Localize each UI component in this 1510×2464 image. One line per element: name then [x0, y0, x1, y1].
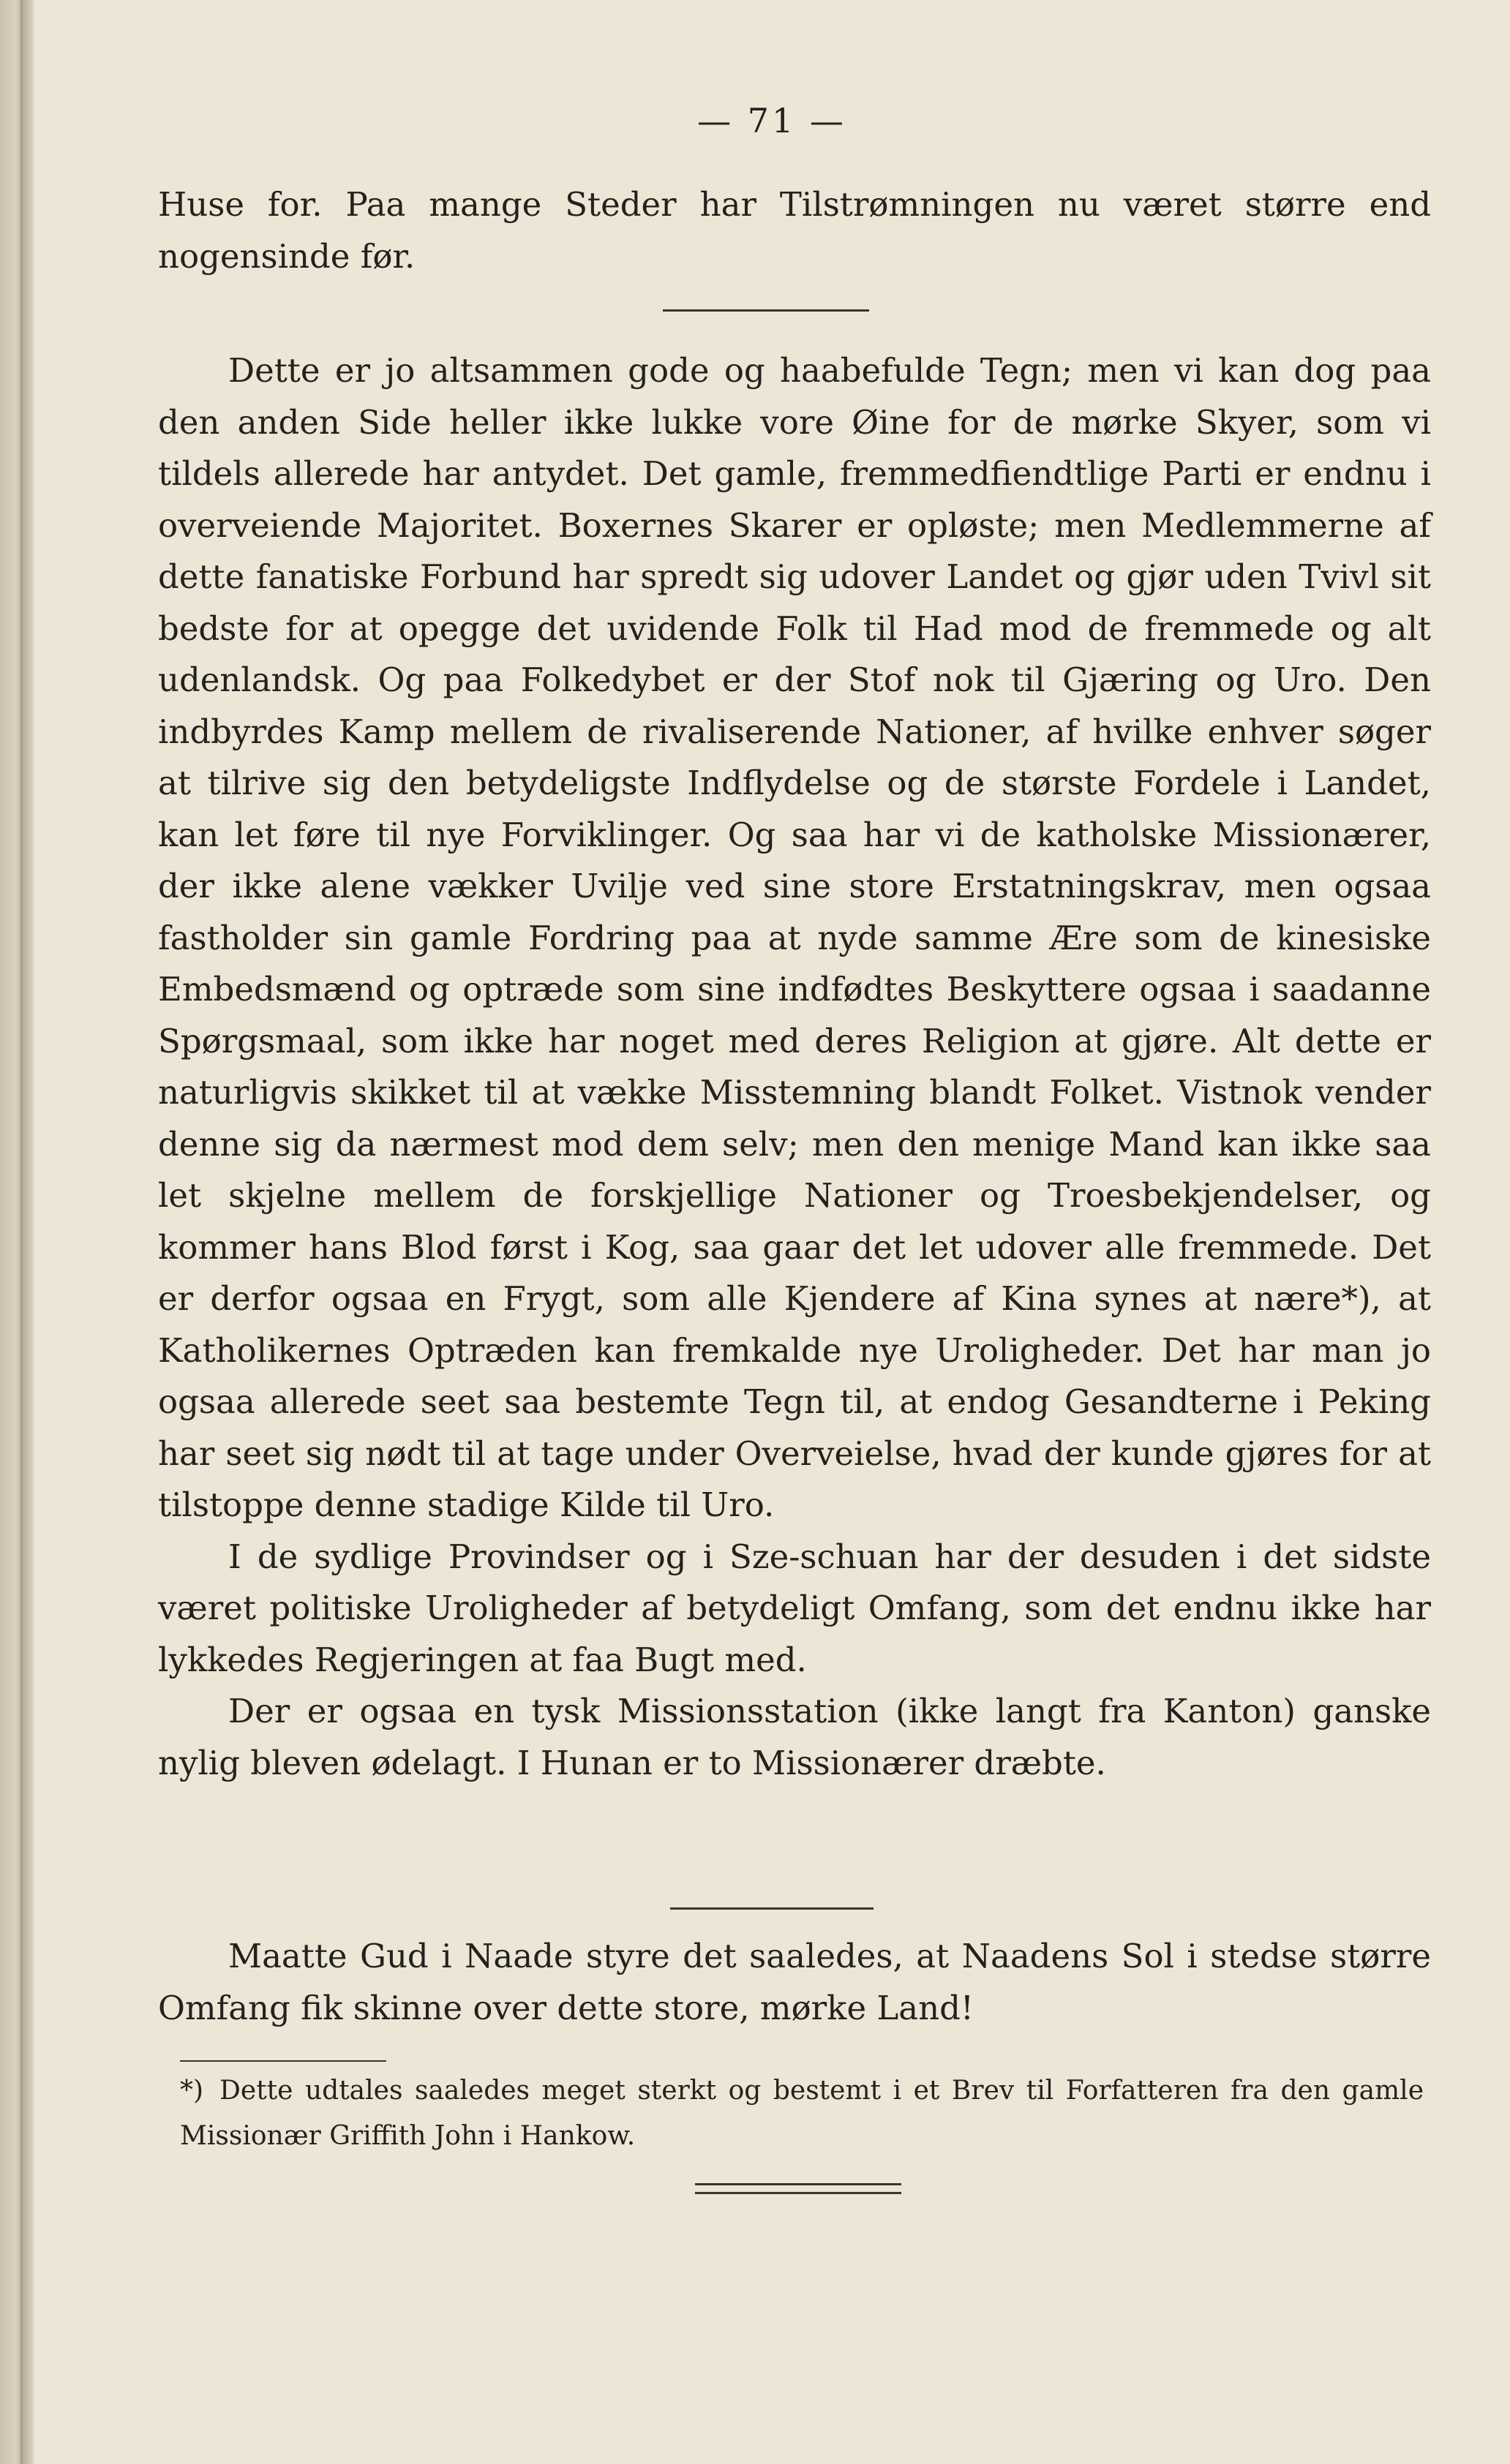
end-rule-top — [695, 2183, 901, 2185]
section-divider-2 — [670, 1907, 874, 1910]
footnote-paragraph — [180, 2068, 1424, 2159]
footnote-text: Dette udtales saaledes meget sterkt og bestemt i et Brev til Forfatteren fra den gamle Missionær Griffith John i Hankow. — [180, 2076, 1424, 2151]
book-spine — [0, 0, 34, 2464]
paragraph-signs: Dette er jo altsammen gode og haabefulde Tegn; men vi kan dog paa den anden Side heller ikke lukke vore Øine for de mørke Skyer, som vi tildels allerede har antydet. Det gamle, fremmedfiendtlige Parti er endnu i overveiende Majoritet. Boxernes Skarer er opløste; men Medlemmerne af dette fanatiske Forbund har spredt sig udover Landet og gjør uden Tvivl sit bedste for at opegge det uvidende Folk til Had mod de fremmede og alt udenlandsk. Og paa Folkedybet er der Stof nok til Gjæring og Uro. Den indbyrdes Kamp mellem de rivaliserende Nationer, af hvilke enhver søger at tilrive sig den betydeligste Indflydelse og de største Fordele i Landet, kan let føre til nye Forviklinger. Og saa har vi de katholske Missionærer, der ikke alene vækker Uvilje ved sine store Erstatningskrav, men ogsaa fastholder sin gamle Fordring paa at nyde samme Ære som de kinesiske Embedsmænd og optræde som sine indfødtes Beskyttere ogsaa i saadanne Spørgsmaal, som ikke har noget med deres Religion at gjøre. Alt dette er naturligvis skikket til at vække Misstemning blandt Folket. Vistnok vender denne sig da nærmest mod dem selv; men den menige Mand kan ikke saa let skjelne mellem de forskjellige Nationer og Troesbekjendelser, og kommer hans Blod først i Kog, saa gaar det let udover alle fremmede. Det er derfor ogsaa en Frygt, som alle Kjendere af Kina synes at nære*), at Katholikernes Optræden kan fremkalde nye Uroligheder. Det har man jo ogsaa allerede seet saa bestemte Tegn til, at endog Gesandterne i Peking har seet sig nødt til at tage under Overveielse, hvad der kunde gjøres for at tilstoppe denne stadige Kilde til Uro. — [158, 351, 1431, 1524]
continuation-text — [158, 179, 1431, 282]
book-page — [34, 0, 1510, 2464]
gutter-line — [20, 0, 23, 2464]
continuation-paragraph: Huse for. Paa mange Steder har Tilstrømningen nu været større end nogensinde før. — [158, 185, 1431, 276]
main-text — [158, 345, 1431, 1789]
footnote-mark: *) — [180, 2076, 204, 2106]
end-rule-bottom — [695, 2192, 901, 2194]
footnote-rule — [180, 2060, 386, 2062]
closing-text — [158, 1931, 1431, 2034]
closing-prayer: Maatte Gud i Naade styre det saaledes, at Naadens Sol i stedse større Omfang fik skinne over dette store, mørke Land! — [158, 1937, 1431, 2027]
page-number: — 71 — — [697, 101, 846, 140]
footnote — [180, 2068, 1424, 2159]
paragraph-provinces: I de sydlige Provindser og i Sze-schuan har der desuden i det sidste været politiske Uroligheder af betydeligt Omfang, som det endnu ikke har lykkedes Regjeringen at faa Bugt med. — [158, 1537, 1431, 1679]
paragraph-mission-station: Der er ogsaa en tysk Missionsstation (ikke langt fra Kanton) ganske nylig bleven ødelagt. I Hunan er to Missionærer dræbte. — [158, 1692, 1431, 1782]
section-divider — [663, 309, 869, 312]
